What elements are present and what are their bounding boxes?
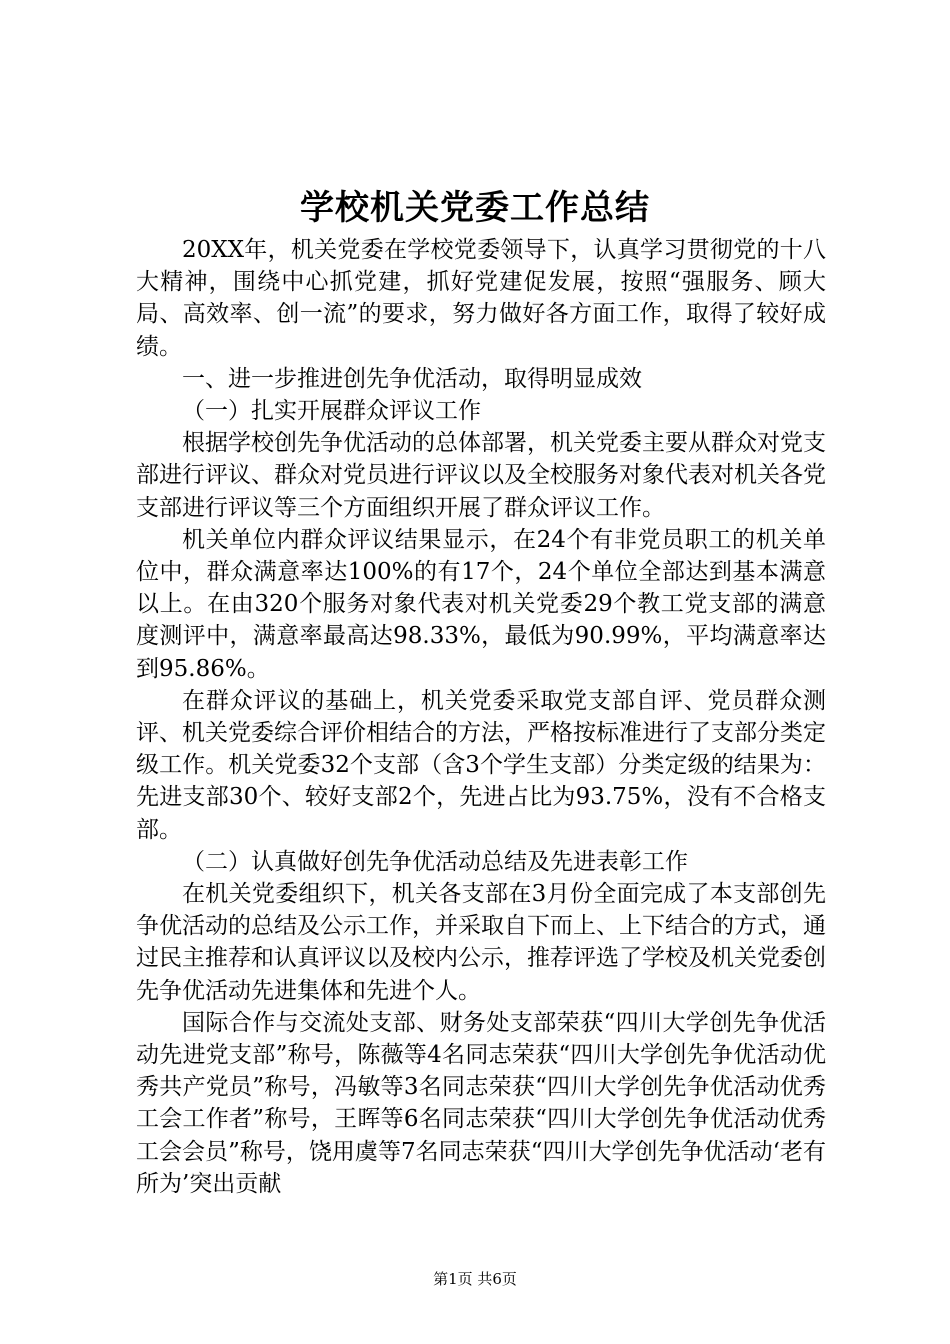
- document-title: 学校机关党委工作总结: [300, 188, 650, 228]
- page-number: 第1页 共6页: [433, 1270, 517, 1288]
- section-heading-1: 一、进一步推进创先争优活动，取得明显成效: [182, 365, 642, 392]
- paragraph-awards: 国际合作与交流处支部、财务处支部荣获“四川大学创先争优活动先进党支部”称号，陈薇等4名同志荣获“四川大学创先争优活动优秀共产党员”称号，冯敏等3名同志荣获“四川大学创先争优活动优秀工会工作者”称号，王晖等6名同志荣获“四川大学创先争优活动优秀工会会员”称号，饶用虞等7名同志荣获“四川大学创先争优活动‘老有所为’突出贡献: [136, 1009, 826, 1197]
- paragraph-intro: 20XX年，机关党委在学校党委领导下，认真学习贯彻党的十八大精神，围绕中心抓党建，抓好党建促发展，按照“强服务、顾大局、高效率、创一流”的要求，努力做好各方面工作，取得了较好成绩。: [136, 237, 826, 360]
- subsection-heading-1: （一）扎实开展群众评议工作: [182, 398, 481, 425]
- subsection-heading-2: （二）认真做好创先争优活动总结及先进表彰工作: [182, 848, 688, 875]
- paragraph-evaluation-results: 机关单位内群众评议结果显示，在24个有非党员职工的机关单位中，群众满意率达100%的有17个，24个单位全部达到基本满意以上。在由320个服务对象代表对机关党委29个教工党支部的满意度测评中，满意率最高达98.33%，最低为90.99%，平均满意率达到95.86%。: [136, 526, 826, 682]
- document-body: [136, 234, 826, 1200]
- paragraph-evaluation-plan: 根据学校创先争优活动的总体部署，机关党委主要从群众对党支部进行评议、群众对党员进行评议以及全校服务对象代表对机关各党支部进行评议等三个方面组织开展了群众评议工作。: [136, 430, 826, 521]
- paragraph-branch-grading: 在群众评议的基础上，机关党委采取党支部自评、党员群众测评、机关党委综合评价相结合的方法，严格按标准进行了支部分类定级工作。机关党委32个支部（含3个学生支部）分类定级的结果为：先进支部30个、较好支部2个，先进占比为93.75%，没有不合格支部。: [136, 687, 826, 843]
- paragraph-summary-work: 在机关党委组织下，机关各支部在3月份全面完成了本支部创先争优活动的总结及公示工作，并采取自下而上、上下结合的方式，通过民主推荐和认真评议以及校内公示，推荐评选了学校及机关党委创先争优活动先进集体和先进个人。: [136, 881, 826, 1004]
